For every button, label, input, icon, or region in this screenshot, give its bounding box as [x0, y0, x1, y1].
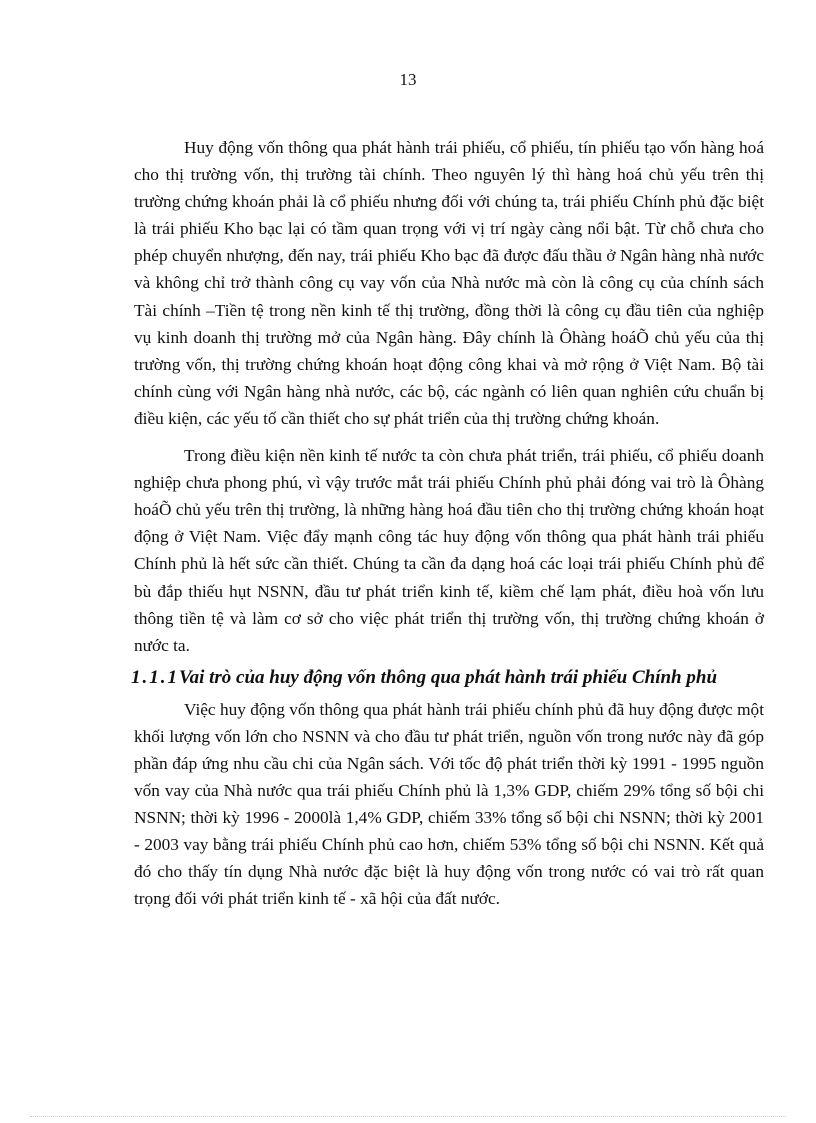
document-body	[131, 134, 764, 913]
page-bottom-divider	[30, 1116, 786, 1117]
paragraph-government-bonds-role: Trong điều kiện nền kinh tế nước ta còn chưa phát triển, trái phiếu, cổ phiếu doanh nghiệp chưa phong phú, vì vậy trước mắt trái phiếu Chính phủ phải đóng vai trò là Ôhàng hoáÕ chủ yếu trên thị trường, là những hàng hoá đầu tiên cho thị trường chứng khoán hoạt động ở Việt Nam. Việc đẩy mạnh công tác huy động vốn thông qua phát hành trái phiếu Chính phủ là hết sức cần thiết. Chúng ta cần đa dạng hoá các loại trái phiếu Chính phủ để bù đắp thiếu hụt NSNN, đầu tư phát triển kinh tế, kiềm chế lạm phát, điều hoà vốn lưu thông tiền tệ và làm cơ sở cho việc phát triển thị trường vốn, thị trường chứng khoán ở nước ta.	[134, 446, 764, 655]
page-number: 13	[399, 70, 417, 89]
paragraph-capital-mobilization: Việc huy động vốn thông qua phát hành trái phiếu chính phủ đã huy động được một khối lượng vốn lớn cho NSNN và cho đầu tư phát triển, nguồn vốn trong nước này đã góp phần đáp ứng nhu cầu chi của Ngân sách. Với tốc độ phát triển thời kỳ 1991 - 1995 nguồn vốn vay của Nhà nước qua trái phiếu Chính phủ là 1,3% GDP, chiếm 29% tổng số bội chi NSNN; thời kỳ 1996 - 2000là 1,4% GDP, chiếm 33% tổng số bội chi NSNN; thời kỳ 2001 - 2003 vay bằng trái phiếu Chính phủ cao hơn, chiếm 53% tổng số bội chi NSNN. Kết quả đó cho thấy tín dụng Nhà nước đặc biệt là huy động vốn trong nước có vai trò rất quan trọng đối với phát triển kinh tế - xã hội của đất nước.	[134, 699, 764, 909]
section-heading	[131, 664, 764, 692]
section-title: Vai trò của huy động vốn thông qua phát hành trái phiếu Chính phủ	[179, 666, 718, 688]
paragraph-bond-issuance: Huy động vốn thông qua phát hành trái phiếu, cổ phiếu, tín phiếu tạo vốn hàng hoá cho thị trường vốn, thị trường tài chính. Theo nguyên lý thì hàng hoá chủ yếu trên thị trường chứng khoán phải là cổ phiếu nhưng đối với chúng ta, trái phiếu Chính phủ đặc biệt là trái phiếu Kho bạc lại có tầm quan trọng với vị trí ngày càng nổi bật. Từ chỗ chưa cho phép chuyển nhượng, đến nay, trái phiếu Kho bạc đã được đấu thầu ở Ngân hàng nhà nước và không chỉ trở thành công cụ vay vốn của Nhà nước mà còn là công cụ của chính sách Tài chính –Tiền tệ trong nền kinh tế thị trường, đồng thời là công cụ đầu tiên của nghiệp vụ kinh doanh thị trường mở của Ngân hàng. Đây chính là Ôhàng hoáÕ chủ yếu của thị trường vốn, thị trường chứng khoán hoạt động công khai và mở rộng ở Việt Nam. Bộ tài chính cùng với Ngân hàng nhà nước, các bộ, các ngành có liên quan nghiên cứu chuẩn bị điều kiện, các yếu tố cần thiết cho sự phát triển của thị trường chứng khoán.	[134, 138, 764, 428]
section-number: 1.1.1	[131, 666, 179, 688]
